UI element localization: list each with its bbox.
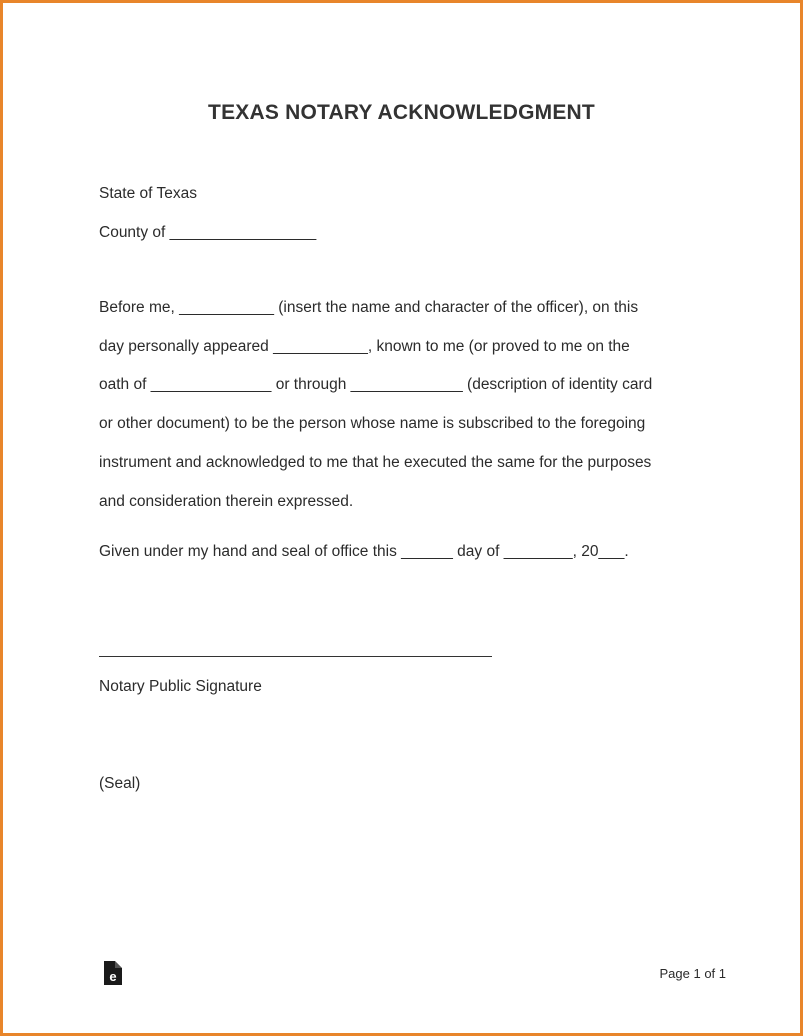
- state-line: State of Texas: [99, 185, 197, 202]
- svg-text:e: e: [109, 969, 117, 984]
- paragraph-line: oath of ______________ or through _____________ (description of identity card: [99, 376, 653, 394]
- county-line: County of _________________: [99, 224, 317, 241]
- given-under-hand-line: Given under my hand and seal of office this ______ day of ________, 20___.: [99, 543, 629, 560]
- paragraph-line: and consideration therein expressed.: [99, 492, 354, 510]
- signature-label: Notary Public Signature: [99, 678, 262, 695]
- paragraph-line: day personally appeared ___________, known to me (or proved to me on the: [99, 337, 630, 355]
- seal-label: (Seal): [99, 775, 141, 792]
- page-number: Page 1 of 1: [659, 966, 726, 981]
- document-logo-icon: [104, 961, 122, 985]
- acknowledgment-paragraph: [99, 289, 739, 521]
- document-title: TEXAS NOTARY ACKNOWLEDGMENT: [208, 101, 595, 124]
- signature-line: [99, 656, 492, 657]
- paragraph-line: or other document) to be the person whose name is subscribed to the foregoing: [99, 415, 646, 433]
- paragraph-line: instrument and acknowledged to me that he executed the same for the purposes: [99, 453, 652, 471]
- paragraph-line: Before me, ___________ (insert the name and character of the officer), on this: [99, 299, 639, 316]
